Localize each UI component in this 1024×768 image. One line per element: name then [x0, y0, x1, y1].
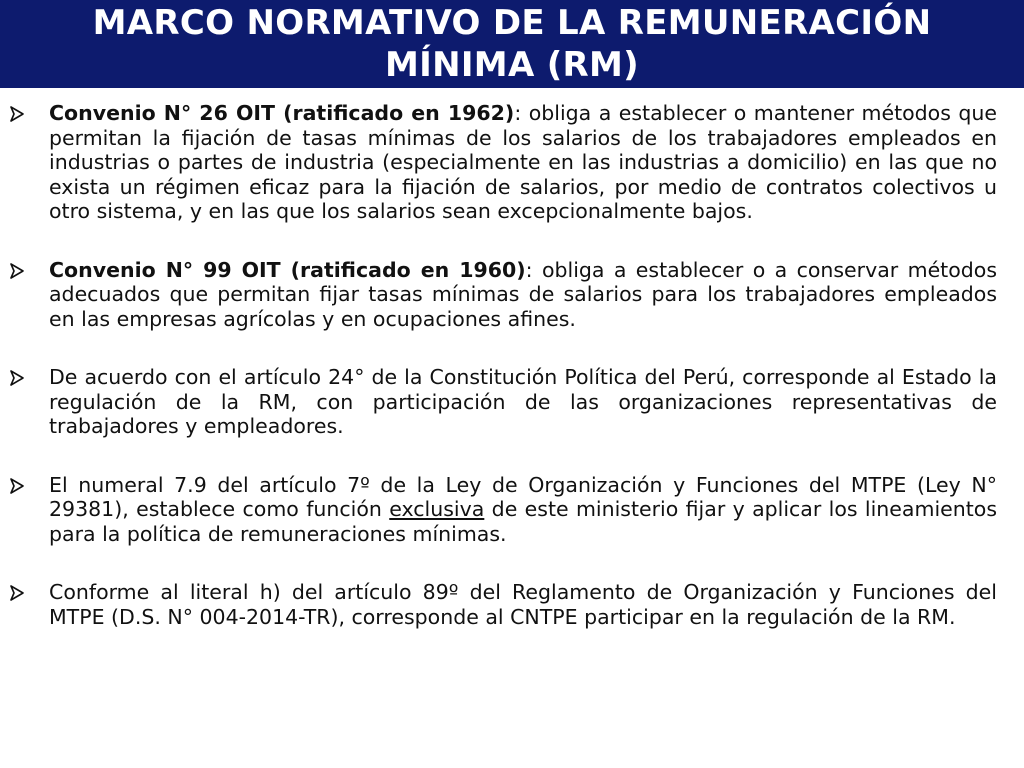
bullet-constitucion-text: De acuerdo con el artículo 24° de la Constitución Política del Perú, corresponde al Estado la regulación de la RM, con participación de las organizaciones representativas de trabajadores y empleadores.: [49, 365, 997, 438]
bullet-convenio-99-text: : obliga a establecer o a conservar métodos adecuados que permitan fijar tasas mínimas de salarios para los trabajadores empleados en las empresas agrícolas y en ocupaciones afines.: [49, 257, 997, 331]
slide-title-line-1: MARCO NORMATIVO DE LA REMUNERACIÓN: [92, 3, 932, 43]
bullet-ley-29381-underlined: exclusiva: [389, 497, 485, 521]
arrow-bullet-icon: [9, 106, 25, 122]
bullet-ley-29381: [0, 473, 1024, 547]
bullet-convenio-99-heading: Convenio N° 99 OIT (ratificado en 1960): [49, 257, 526, 282]
bullet-reglamento: [0, 580, 1024, 629]
arrow-bullet-icon: [9, 585, 25, 601]
bullet-list: [0, 101, 1024, 629]
bullet-convenio-26: [0, 101, 1024, 224]
arrow-bullet-icon: [9, 478, 25, 494]
slide-title-line-2: MÍNIMA (RM): [385, 45, 639, 85]
bullet-convenio-26-heading: Convenio N° 26 OIT (ratificado en 1962): [49, 101, 515, 125]
bullet-ley-29381-text-before: El numeral 7.9 del artículo 7º de la Ley de Organización y Funciones del MTPE (Ley N° 29381), establece como función: [49, 472, 997, 521]
arrow-bullet-icon: [9, 263, 25, 279]
bullet-ley-29381-text-after: de este ministerio fijar y aplicar los lineamientos para la política de remuneraciones mínimas.: [49, 497, 998, 546]
bullet-constitucion: [0, 365, 1024, 439]
bullet-convenio-26-text: : obliga a establecer o mantener métodos que permitan la fijación de tasas mínimas de los salarios de los trabajadores empleados en industrias o partes de industria (especialmente en las industrias a domicilio) en las que no exista un régimen eficaz para la fijación de salarios, por medio de contratos colectivos u otro sistema, y en las que los salarios sean excepcionalmente bajos.: [49, 101, 997, 223]
bullet-convenio-99: [0, 258, 1024, 332]
slide-title: [0, 0, 1024, 88]
bullet-reglamento-text: Conforme al literal h) del artículo 89º del Reglamento de Organización y Funciones del MTPE (D.S. N° 004-2014-TR), corresponde al CNTPE participar en la regulación de la RM.: [49, 580, 997, 629]
arrow-bullet-icon: [9, 370, 25, 386]
